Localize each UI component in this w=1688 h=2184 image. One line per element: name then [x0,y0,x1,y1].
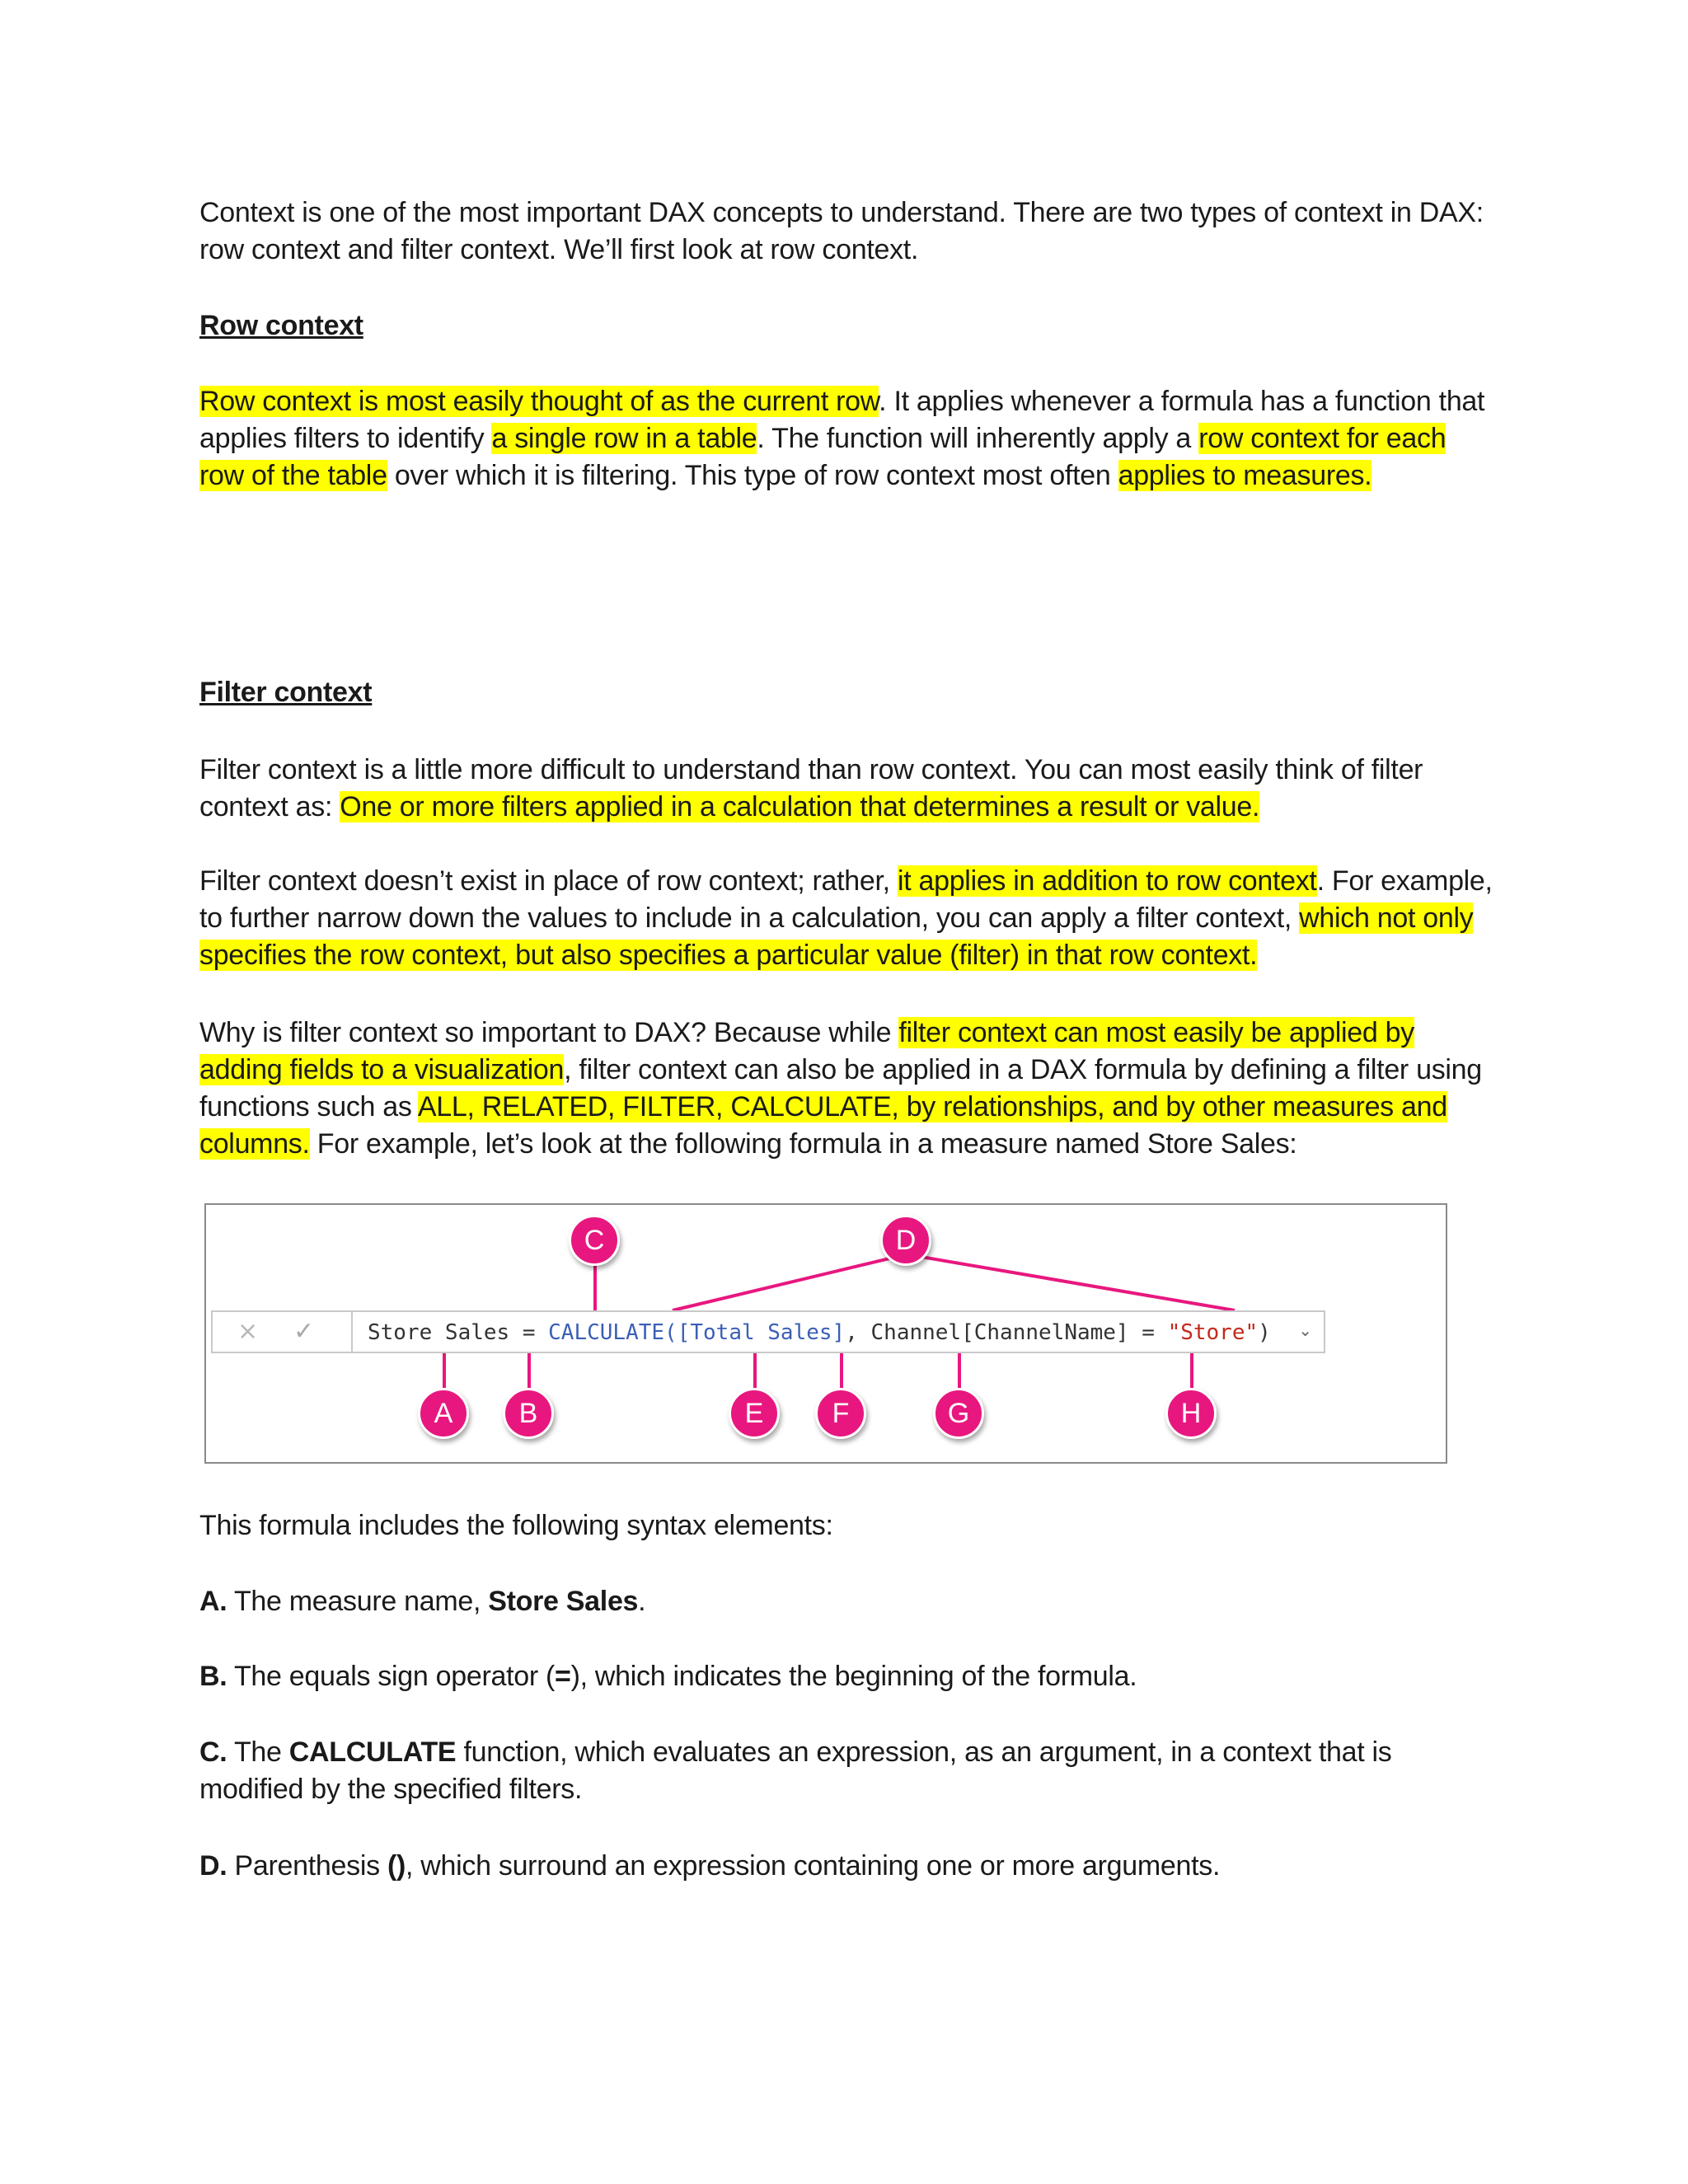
filter-context-paragraph-3 [199,1015,1493,1163]
highlight: applies to measures. [1118,460,1372,491]
callout-badge-d: D [880,1215,931,1266]
text: . [638,1586,646,1617]
filter-context-paragraph-1 [199,752,1493,826]
row-context-heading: Row context [199,310,363,341]
measure-name: Store Sales [368,1320,510,1345]
equals-operator: = [509,1320,549,1345]
highlight: row context for each row of the table [199,423,1447,491]
syntax-intro: This formula includes the following syntax elements: [199,1510,833,1541]
highlight: Row context is most easily thought of as the current row [199,386,879,417]
function-name: CALCULATE [548,1320,665,1345]
formula-figure [204,1203,1447,1464]
callout-badge-e: E [729,1388,780,1439]
syntax-item-b [199,1658,1493,1695]
item-letter: D. [199,1850,227,1882]
table-name: Channel [870,1320,962,1345]
text: The equals sign operator ( [227,1661,556,1692]
bold-term: = [555,1661,571,1692]
highlight: ALL, RELATED, FILTER, CALCULATE, by relationships, and by other measures and columns. [199,1091,1447,1160]
text: The measure name, [227,1586,489,1617]
measure-reference: [Total Sales] [677,1320,846,1345]
highlight: it applies in addition to row context [897,865,1317,897]
callout-badge-f: F [815,1388,866,1439]
highlight: One or more filters applied in a calculation that determines a result or value. [340,791,1260,823]
commit-icon: ✓ [293,1317,315,1346]
text: Filter context is a little more difficult to understand than row context. You can most easily think of filter context as: [199,754,1423,823]
text: function, which evaluates an expression, as an argument, in a context that is modified by the specified filters. [199,1736,1392,1805]
chevron-down-icon: ⌄ [1298,1320,1312,1340]
text: ), which indicates the beginning of the formula. [570,1661,1137,1692]
callout-badge-h: H [1165,1388,1217,1439]
highlight: which not only specifies the row context, but also specifies a particular value (filter) in that row context. [199,902,1474,971]
cancel-icon: × [237,1317,259,1346]
bold-term: () [387,1850,406,1882]
text: For example, let’s look at the following formula in a measure named Store Sales: [309,1128,1297,1160]
formula-bar-buttons [213,1312,353,1352]
text: . For example, to further narrow down the values to include in a calculation, you can apply a filter context, [199,865,1493,934]
row-context-paragraph [199,383,1493,494]
syntax-item-d [199,1848,1493,1885]
text: Why is filter context so important to DAX? Because while [199,1017,899,1048]
text: , which surround an expression containing one or more arguments. [406,1850,1221,1882]
text: . It applies whenever a formula has a function that applies filters to identify [199,386,1485,454]
close-paren: ) [1258,1320,1271,1345]
intro-paragraph: Context is one of the most important DAX concepts to understand. There are two types of context in DAX: row context and filter context. We’ll first look at row context. [199,197,1484,265]
highlight: filter context can most easily be applied by adding fields to a visualization [199,1017,1414,1085]
text: over which it is filtering. This type of row context most often [387,460,1118,491]
callout-badge-c: C [569,1215,620,1266]
callout-badge-g: G [933,1388,984,1439]
filter-context-paragraph-2 [199,863,1493,974]
item-letter: B. [199,1661,227,1692]
callout-line-d-left [673,1254,907,1310]
highlight: a single row in a table [491,423,757,454]
item-letter: A. [199,1586,227,1617]
callout-line-d-right [907,1254,1235,1310]
comma: , [845,1320,871,1345]
text: Filter context doesn’t exist in place of row context; rather, [199,865,898,897]
syntax-item-a [199,1583,1493,1620]
callout-badge-a: A [418,1388,469,1439]
text: . The function will inherently apply a [757,423,1199,454]
column-name: [ChannelName] [961,1320,1129,1345]
filter-context-heading: Filter context [199,677,373,708]
syntax-item-c [199,1734,1493,1808]
string-value: "Store" [1167,1320,1259,1345]
item-letter: C. [199,1736,227,1768]
formula-bar [211,1310,1325,1353]
bold-term: CALCULATE [288,1736,457,1768]
text: , filter context can also be applied in a DAX formula by defining a filter using functions such as [199,1054,1482,1122]
bold-term: Store Sales [488,1586,639,1617]
open-paren: ( [664,1320,678,1345]
equals-operator-2: = [1128,1320,1168,1345]
text: Parenthesis [227,1850,387,1882]
callout-badge-b: B [503,1388,554,1439]
formula-code [368,1319,1271,1347]
text: The [227,1736,289,1768]
